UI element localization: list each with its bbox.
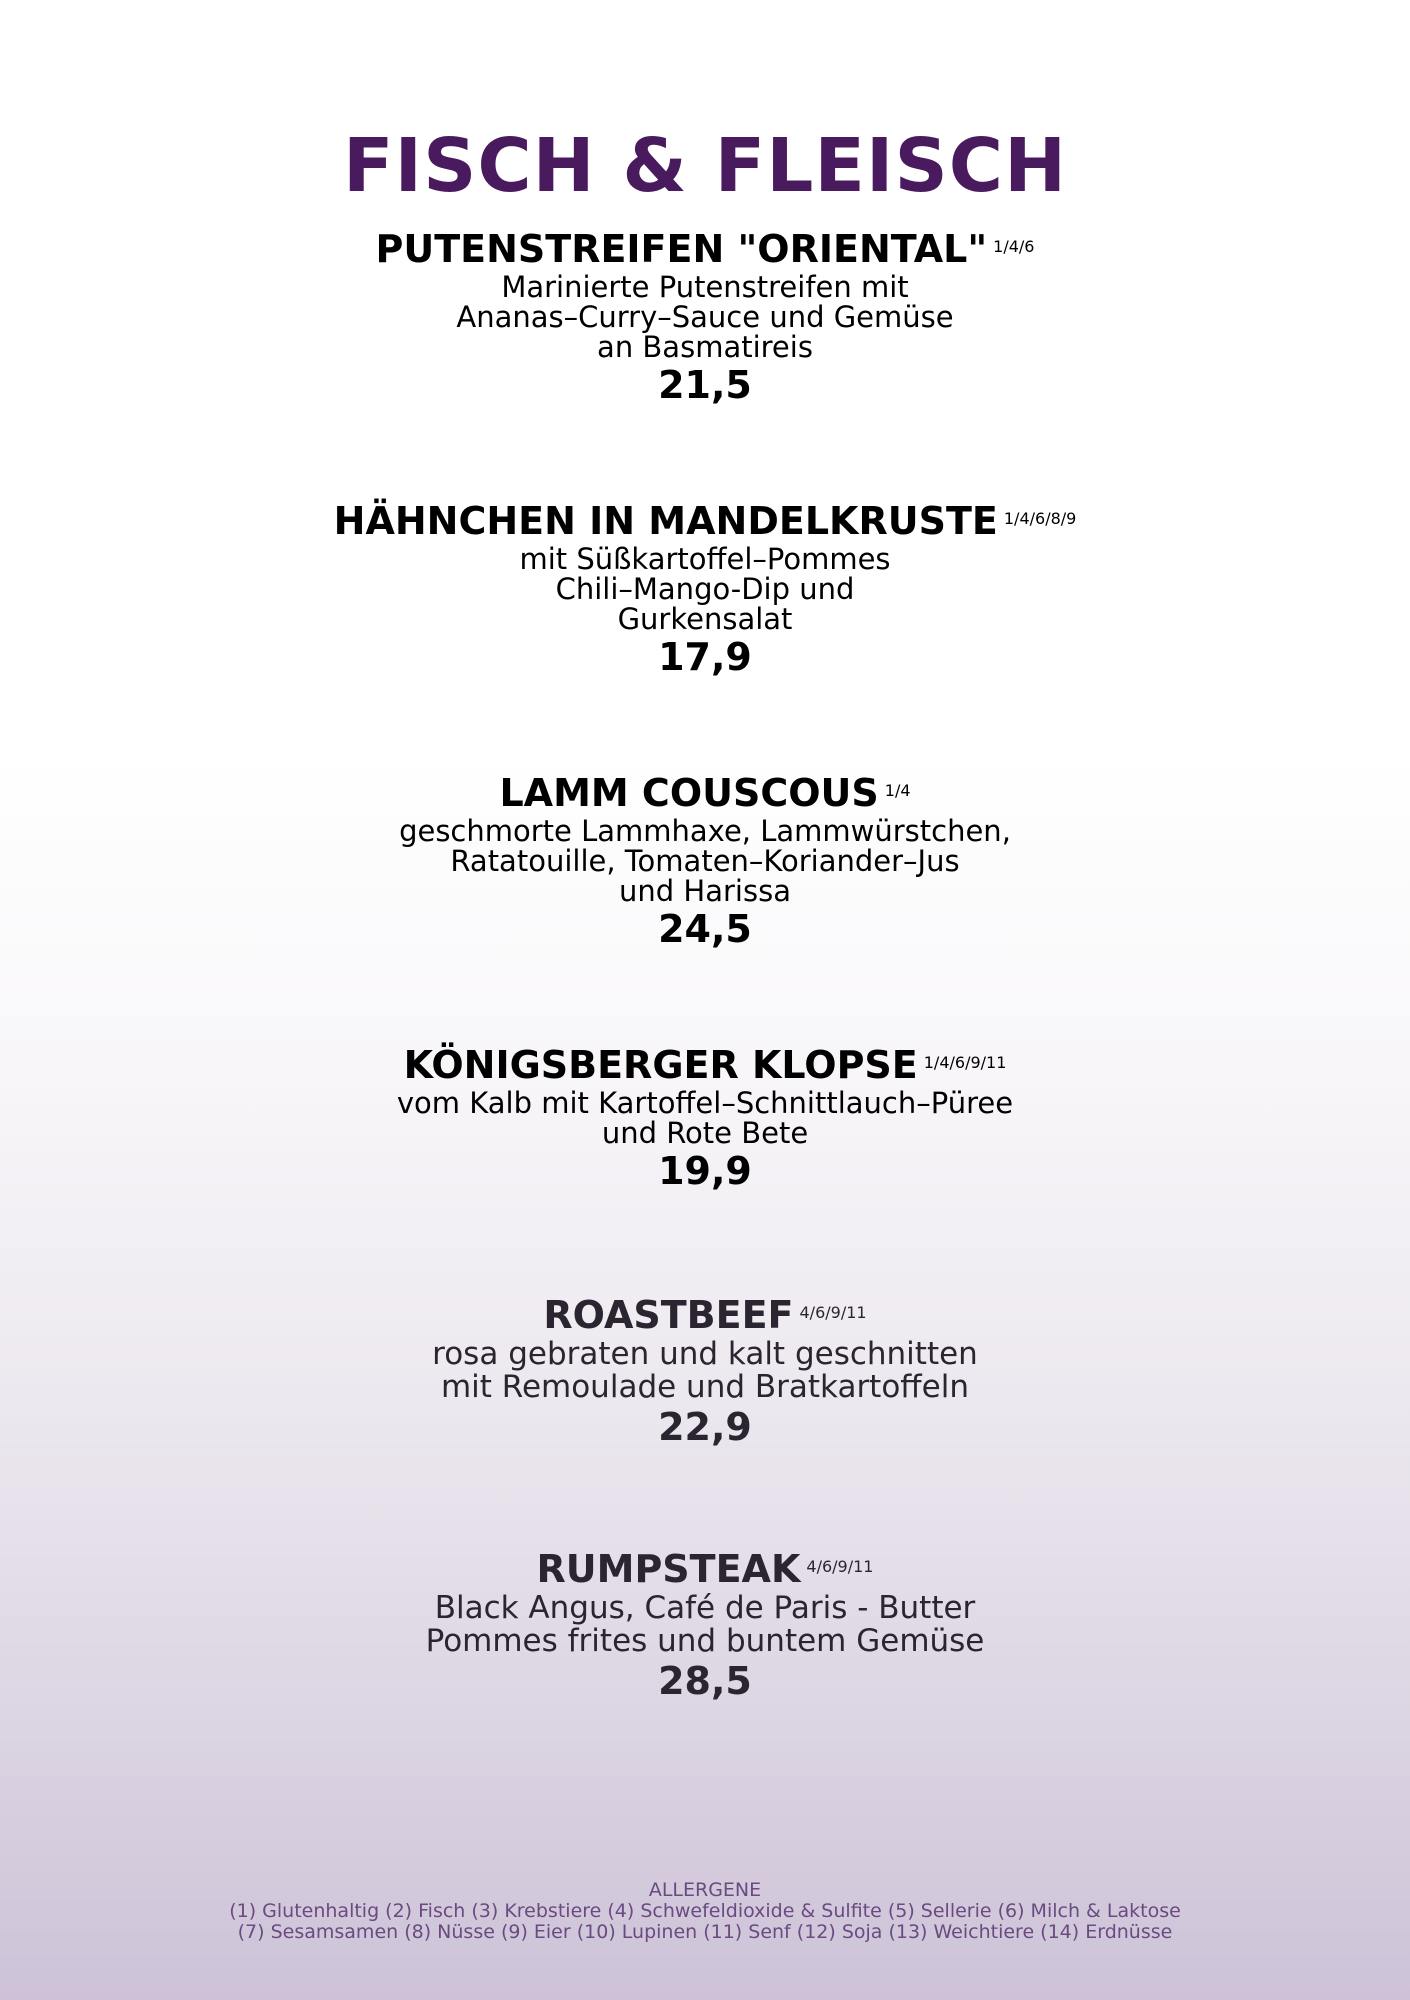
dish-description-line: Pommes frites und buntem Gemüse [425, 1623, 985, 1659]
dish-description [0, 544, 1410, 634]
dish-description [0, 1338, 1410, 1404]
dish-price: 24,5 [658, 907, 752, 951]
menu-item [0, 1546, 1410, 1704]
dish-description [0, 816, 1410, 906]
dish-title: PUTENSTREIFEN "ORIENTAL" [375, 227, 988, 271]
dish-description-line: mit Remoulade und Bratkartoffeln [440, 1369, 969, 1405]
dish-price: 22,9 [658, 1405, 752, 1449]
dish-title: KÖNIGSBERGER KLOPSE [403, 1043, 918, 1087]
dish-description-line: rosa gebraten und kalt geschnitten [432, 1336, 978, 1372]
dish-name [0, 498, 1410, 544]
dish-description-line: und Rote Bete [601, 1116, 809, 1150]
dish-description-line: Ananas–Curry–Sauce und Gemüse [456, 300, 954, 334]
dish-description [0, 1088, 1410, 1148]
menu-item [0, 226, 1410, 408]
allergen-legend-line: (7) Sesamsamen (8) Nüsse (9) Eier (10) Lupinen (11) Senf (12) Soja (13) Weichtiere (14) Erdnüsse [237, 1921, 1173, 1943]
dish-description-line: Marinierte Putenstreifen mit [501, 270, 909, 304]
menu-item [0, 770, 1410, 952]
dish-price: 17,9 [658, 635, 752, 679]
dish-description [0, 1592, 1410, 1658]
dish-name [0, 226, 1410, 272]
dish-description-line: mit Süßkartoffel–Pommes [519, 542, 891, 576]
dish-name [0, 1292, 1410, 1338]
dish-allergen-codes: 4/6/9/11 [806, 1557, 874, 1576]
dish-price: 21,5 [658, 363, 752, 407]
dish-allergen-codes: 1/4 [884, 781, 911, 800]
dish-title: LAMM COUSCOUS [499, 771, 879, 815]
dish-allergen-codes: 1/4/6 [993, 237, 1035, 256]
dish-title: ROASTBEEF [543, 1293, 794, 1337]
dish-description-line: geschmorte Lammhaxe, Lammwürstchen, [399, 814, 1011, 848]
allergen-legend-title: ALLERGENE [648, 1879, 762, 1901]
dish-description-line: vom Kalb mit Kartoffel–Schnittlauch–Püree [396, 1086, 1014, 1120]
dish-allergen-codes: 4/6/9/11 [799, 1303, 867, 1322]
allergen-legend [0, 1880, 1410, 1943]
dish-description-line: Gurkensalat [617, 602, 793, 636]
dish-description-line: Black Angus, Café de Paris - Butter [434, 1590, 976, 1626]
dish-title: RUMPSTEAK [536, 1547, 801, 1591]
menu-item [0, 1292, 1410, 1450]
dish-description-line: und Harissa [619, 874, 791, 908]
dish-title: HÄHNCHEN IN MANDELKRUSTE [333, 499, 998, 543]
dish-name [0, 1546, 1410, 1592]
dish-price: 19,9 [658, 1149, 752, 1193]
dish-allergen-codes: 1/4/6/9/11 [923, 1053, 1007, 1072]
dish-allergen-codes: 1/4/6/8/9 [1003, 509, 1077, 528]
dish-description-line: Ratatouille, Tomaten–Koriander–Jus [450, 844, 960, 878]
dish-description [0, 272, 1410, 362]
dish-name [0, 770, 1410, 816]
dish-price: 28,5 [658, 1659, 752, 1703]
allergen-legend-line: (1) Glutenhaltig (2) Fisch (3) Krebstiere (4) Schwefeldioxide & Sulfite (5) Sellerie (6) Milch & Laktose [229, 1900, 1181, 1922]
page-title: FISCH & FLEISCH [343, 122, 1067, 209]
menu-item [0, 498, 1410, 680]
dish-name [0, 1042, 1410, 1088]
dish-description-line: an Basmatireis [597, 330, 813, 364]
dish-description-line: Chili–Mango-Dip und [555, 572, 855, 606]
menu-item [0, 1042, 1410, 1194]
